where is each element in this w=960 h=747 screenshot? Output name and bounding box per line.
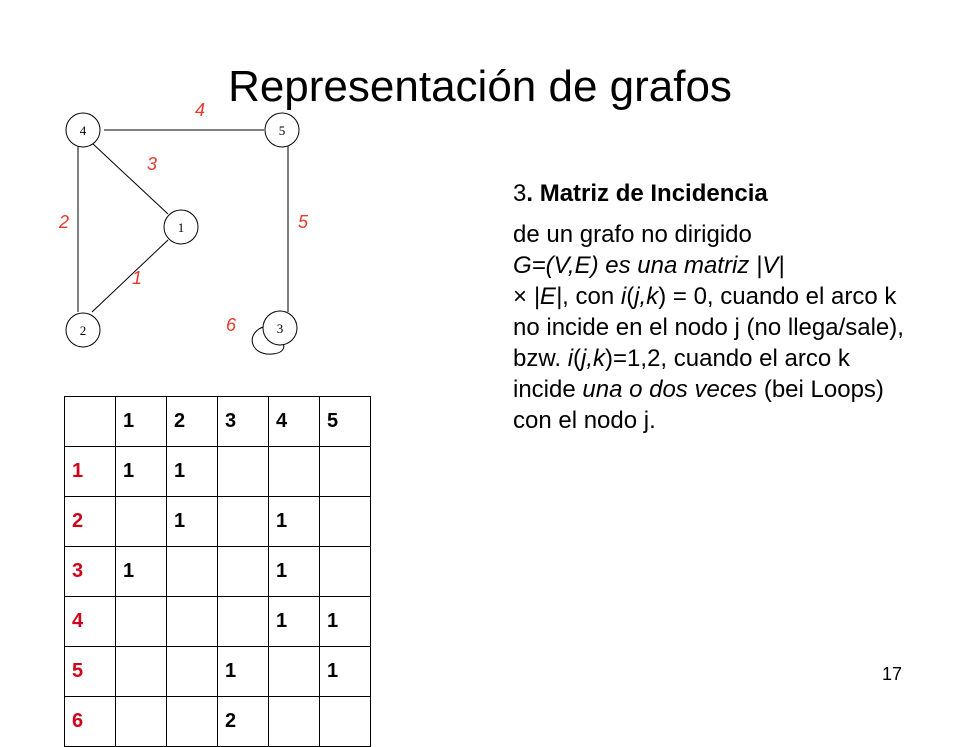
matrix-row-header: 2: [65, 497, 116, 547]
matrix-cell: [320, 447, 371, 497]
edge-label: 2: [59, 212, 70, 232]
edge-label: 3: [147, 154, 158, 174]
matrix-cell: [116, 497, 167, 547]
svg-text:2: 2: [79, 323, 87, 338]
matrix-header-cell: 2: [167, 397, 218, 447]
matrix-cell: 1: [167, 497, 218, 547]
matrix-cell: 1: [218, 647, 269, 697]
edge-label: 1: [132, 268, 143, 288]
matrix-header-cell: [65, 397, 116, 447]
matrix-row-header: 1: [65, 447, 116, 497]
svg-text:3: 3: [276, 321, 284, 336]
matrix-cell: [218, 547, 269, 597]
graph-svg: [40, 100, 340, 390]
matrix-cell: 1: [320, 597, 371, 647]
matrix-cell: 1: [269, 597, 320, 647]
matrix-cell: [116, 597, 167, 647]
matrix-cell: 1: [269, 547, 320, 597]
matrix-cell: 1: [320, 647, 371, 697]
graph-diagram: [40, 100, 340, 390]
graph-node: [66, 113, 100, 147]
edge-label: 6: [226, 315, 237, 335]
definition-text: [513, 178, 913, 436]
matrix-cell: [116, 697, 167, 747]
edge-1: [92, 240, 168, 312]
graph-node: [66, 313, 100, 347]
svg-text:1: 1: [177, 220, 185, 235]
matrix-cell: [218, 497, 269, 547]
matrix-row-header: 4: [65, 597, 116, 647]
matrix-row: [65, 447, 371, 497]
graph-node: [263, 311, 297, 345]
definition-paragraph: de un grafo no dirigido G=(V,E) es una matriz |V| × |E|, con i(j,k) = 0, cuando el arco k no incide en el nodo j (no llega/sale), bzw. i(j,k)=1,2, cuando el arco k incide una o dos veces (bei Loops) con el nodo j.: [513, 221, 904, 434]
matrix-header-row: [65, 397, 371, 447]
matrix-row: [65, 697, 371, 747]
matrix-row-header: 5: [65, 647, 116, 697]
matrix-cell: [269, 447, 320, 497]
matrix-header-cell: 1: [116, 397, 167, 447]
matrix-cell: [218, 447, 269, 497]
matrix-cell: [218, 597, 269, 647]
svg-text:4: 4: [79, 123, 87, 138]
incidence-matrix: [64, 396, 371, 747]
graph-node: [164, 210, 198, 244]
matrix-header-cell: 4: [269, 397, 320, 447]
matrix-row-header: 3: [65, 547, 116, 597]
matrix-cell: [167, 547, 218, 597]
matrix-row-header: 6: [65, 697, 116, 747]
edge-label: 4: [195, 100, 206, 120]
page-title: Representación de grafos: [228, 62, 732, 111]
page-number: 17: [881, 664, 902, 684]
matrix-cell: 1: [167, 447, 218, 497]
matrix-cell: [320, 697, 371, 747]
matrix-header-cell: 3: [218, 397, 269, 447]
matrix-cell: [269, 697, 320, 747]
matrix-cell: [167, 647, 218, 697]
matrix-header-cell: 5: [320, 397, 371, 447]
matrix-cell: [116, 647, 167, 697]
matrix-cell: 1: [116, 447, 167, 497]
matrix-cell: 1: [116, 547, 167, 597]
matrix-cell: [320, 547, 371, 597]
graph-node: [265, 113, 299, 147]
matrix-cell: [269, 647, 320, 697]
matrix-cell: [167, 697, 218, 747]
svg-text:5: 5: [278, 123, 286, 138]
matrix-cell: [167, 597, 218, 647]
section-heading: 3. Matriz de Incidencia: [513, 180, 768, 207]
matrix-cell: 1: [269, 497, 320, 547]
edge-label: 5: [298, 212, 309, 232]
matrix-row: [65, 597, 371, 647]
matrix-row: [65, 647, 371, 697]
matrix-row: [65, 497, 371, 547]
matrix-cell: [320, 497, 371, 547]
matrix-row: [65, 547, 371, 597]
matrix-cell: 2: [218, 697, 269, 747]
